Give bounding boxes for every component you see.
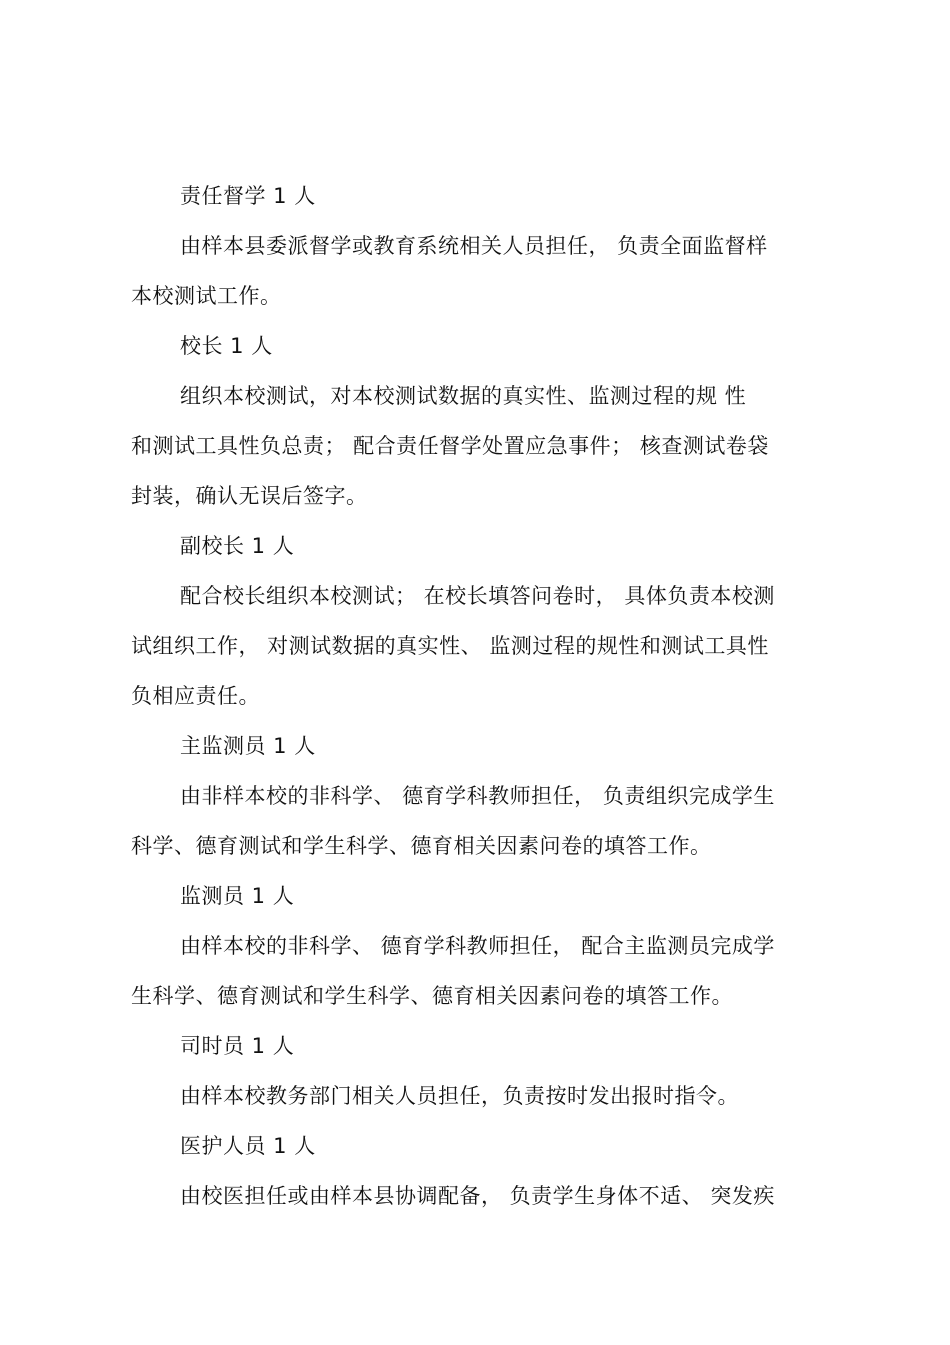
paragraph-line: 组织本校测试，对本校测试数据的真实性、监测过程的规 性: [180, 384, 747, 408]
role-heading-duty-supervisor: 责任督学 1 人: [180, 184, 316, 208]
paragraph-line: 由非样本校的非科学、 德育学科教师担任， 负责组织完成学生: [180, 784, 775, 808]
role-heading-vice-principal: 副校长 1 人: [180, 534, 295, 558]
paragraph-line: 本校测试工作。: [131, 284, 282, 308]
paragraph-line: 配合校长组织本校测试； 在校长填答问卷时， 具体负责本校测: [180, 584, 775, 608]
paragraph-line: 试组织工作， 对测试数据的真实性、 监测过程的规性和测试工具性: [131, 634, 769, 658]
role-heading-chief-monitor: 主监测员 1 人: [180, 734, 316, 758]
role-heading-medical-staff: 医护人员 1 人: [180, 1134, 316, 1158]
paragraph-line: 和测试工具性负总责； 配合责任督学处置应急事件； 核查测试卷袋: [131, 434, 769, 458]
paragraph-line: 科学、德育测试和学生科学、德育相关因素问卷的填答工作。: [131, 834, 712, 858]
paragraph-line: 由样本校教务部门相关人员担任，负责按时发出报时指令。: [180, 1084, 739, 1108]
paragraph-line: 封装，确认无误后签字。: [131, 484, 368, 508]
role-heading-principal: 校长 1 人: [180, 334, 273, 358]
paragraph-line: 由样本县委派督学或教育系统相关人员担任， 负责全面监督样: [180, 234, 768, 258]
paragraph-line: 由校医担任或由样本县协调配备， 负责学生身体不适、 突发疾: [180, 1184, 775, 1208]
paragraph-line: 负相应责任。: [131, 684, 260, 708]
paragraph-line: 生科学、德育测试和学生科学、德育相关因素问卷的填答工作。: [131, 984, 733, 1008]
role-heading-monitor: 监测员 1 人: [180, 884, 295, 908]
role-heading-timekeeper: 司时员 1 人: [180, 1034, 295, 1058]
paragraph-line: 由样本校的非科学、 德育学科教师担任， 配合主监测员完成学: [180, 934, 775, 958]
